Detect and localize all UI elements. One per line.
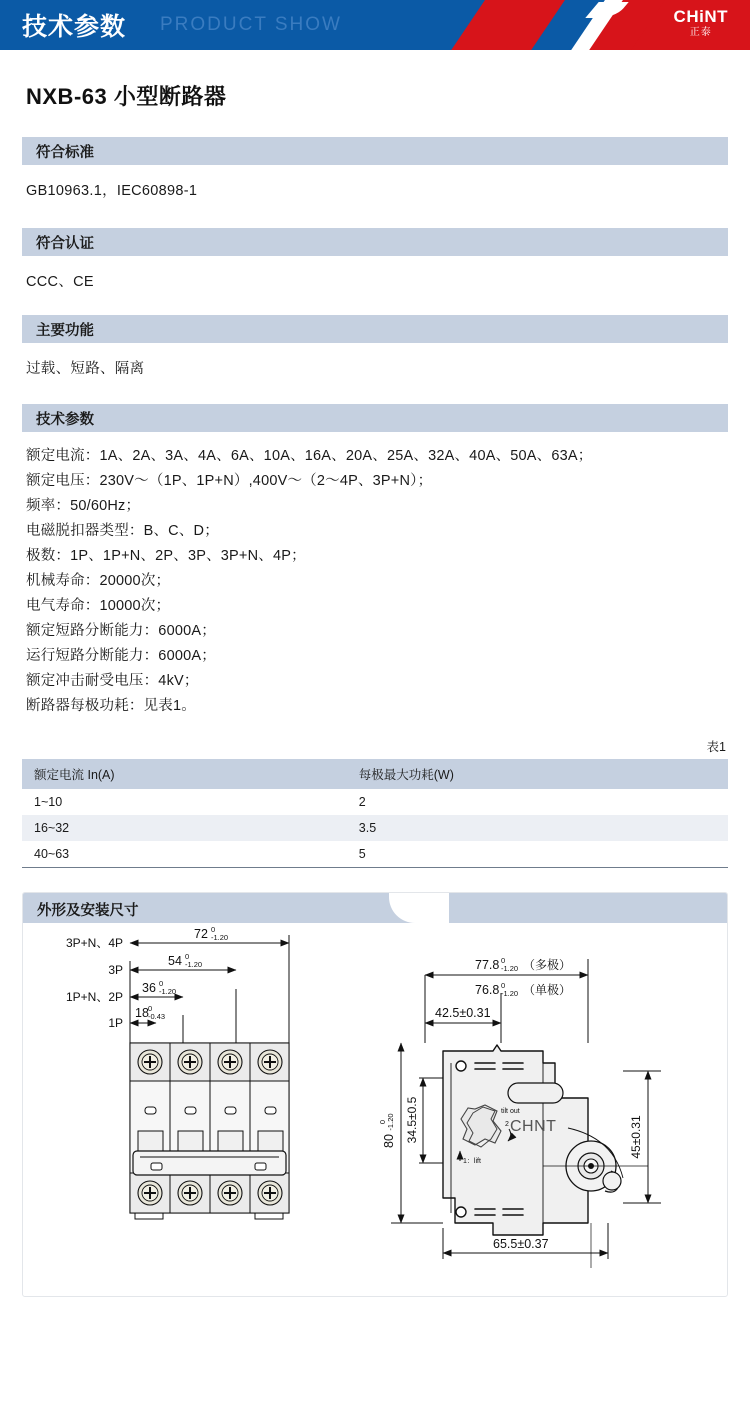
dim-80-value: 80 [382, 1134, 396, 1148]
cell-current: 16~32 [34, 821, 70, 835]
dim-42-5-value: 42.5±0.31 [435, 1006, 491, 1020]
table-row [22, 841, 728, 868]
cell-power: 3.5 [358, 821, 377, 835]
dim-line-76-8 [475, 981, 571, 998]
table-header-row [22, 759, 728, 789]
banner-subtitle: PRODUCT SHOW [160, 14, 342, 35]
spec-line: 额定冲击耐受电压：4kV； [26, 673, 199, 689]
dim-76-8-lower: -1.20 [501, 989, 519, 998]
section-header-certification [22, 228, 728, 256]
dim-18-lower: -0.43 [148, 1012, 166, 1021]
dim-72-lower: -1.20 [211, 933, 229, 942]
dim-76-8-value: 76.8 [475, 983, 500, 997]
dim-36-lower: -1.20 [159, 987, 177, 996]
dim-36-value: 36 [142, 981, 156, 995]
section-header-standards-label: 符合标准 [36, 144, 94, 161]
product-title: NXB-63 小型断路器 [26, 84, 227, 109]
section-header-specifications [22, 404, 728, 432]
section-header-standards [22, 137, 728, 165]
dim-line-77-8 [425, 956, 588, 975]
front-view-drawing [66, 925, 289, 1219]
section-header-functions [22, 315, 728, 343]
table-caption: 表1 [706, 740, 726, 754]
clip-note-step-2: 2 [505, 1121, 509, 1128]
dim-72-value: 72 [194, 927, 208, 941]
common-toggle-bar [133, 1151, 286, 1175]
specification-list [26, 444, 750, 719]
spec-line: 额定电流：1A、2A、3A、4A、6A、10A、16A、20A、25A、32A、40A、50A、63A； [26, 448, 593, 464]
table-col-current: 额定电流 In(A) [22, 759, 347, 789]
section-body-certification: CCC、CE [26, 274, 94, 290]
pole-label-4p: 3P+N、4P [65, 936, 123, 950]
chint-logo [674, 8, 728, 38]
dim-77-8-upper: 0 [501, 956, 506, 965]
table-col-power: 每极最大功耗(W) [347, 759, 728, 789]
spec-line: 电磁脱扣器类型：B、C、D； [26, 523, 219, 539]
dim-77-8-lower: -1.20 [501, 964, 519, 973]
pole-label-2p: 1P+N、2P [65, 990, 123, 1004]
clip-note-lift: 1：lift [463, 1158, 481, 1165]
dim-line-45 [623, 1071, 661, 1203]
dim-54-upper: 0 [185, 952, 190, 961]
spec-line: 额定短路分断能力：6000A； [26, 623, 216, 639]
section-header-specifications-label: 技术参数 [36, 411, 94, 428]
dim-18-value: 18 [135, 1006, 149, 1020]
table-row [22, 815, 728, 841]
clip-note-tilt-out: tilt out [501, 1108, 520, 1115]
dim-line-54 [130, 952, 236, 970]
dim-65-5-value: 65.5±0.37 [493, 1237, 549, 1251]
header-notch-shape [389, 893, 449, 923]
dimension-drawing-panel [22, 892, 728, 1297]
page-header-banner [0, 0, 750, 50]
side-view-drawing [378, 956, 661, 1268]
pole-label-3p: 3P [108, 963, 123, 977]
section-header-dimensions-label: 外形及安装尺寸 [37, 903, 139, 919]
dim-18-upper: 0 [148, 1004, 153, 1013]
power-loss-table-wrap [22, 737, 728, 868]
dim-line-72 [130, 925, 289, 943]
cell-current: 40~63 [22, 841, 347, 868]
spec-line: 额定电压：230V～（1P、1P+N）,400V～（2～4P、3P+N）； [26, 473, 433, 489]
section-header-dimensions [23, 893, 727, 923]
dim-77-8-note: （多极） [523, 958, 572, 972]
dim-76-8-upper: 0 [501, 981, 506, 990]
dimension-drawing-svg [23, 923, 728, 1297]
spec-line: 极数：1P、1P+N、2P、3P、3P+N、4P； [26, 548, 306, 564]
dim-54-lower: -1.20 [185, 960, 203, 969]
side-profile-body [443, 1045, 648, 1268]
section-header-certification-label: 符合认证 [36, 235, 94, 252]
spec-line: 断路器每极功耗：见表1。 [26, 698, 196, 714]
dim-45-value: 45±0.31 [629, 1115, 643, 1159]
power-loss-table [22, 759, 728, 868]
section-body-functions: 过载、短路、隔离 [26, 361, 145, 377]
dim-line-42-5 [425, 1006, 501, 1023]
dim-72-upper: 0 [211, 925, 216, 934]
section-body-standards: GB10963.1，IEC60898-1 [26, 183, 198, 199]
section-header-functions-label: 主要功能 [36, 322, 94, 339]
dim-34-5-value: 34.5±0.5 [405, 1096, 419, 1144]
dimension-drawing-body [23, 923, 727, 1297]
cell-power: 2 [358, 795, 366, 809]
dim-80-lower: -1.20 [386, 1113, 395, 1131]
logo-english-text: CHiNT [673, 7, 728, 26]
dim-80-upper: 0 [378, 1119, 387, 1125]
spec-line: 机械寿命：20000次； [26, 573, 171, 589]
logo-chinese-text: 正泰 [689, 27, 712, 38]
dim-76-8-note: （单极） [523, 983, 572, 997]
dim-line-18 [130, 1004, 165, 1023]
table-row [22, 789, 728, 815]
dim-line-36 [130, 979, 183, 997]
spec-line: 频率：50/60Hz； [26, 498, 141, 514]
cell-current: 1~10 [34, 795, 63, 809]
banner-title: 技术参数 [22, 13, 127, 41]
side-body-brand-label: CHNT [510, 1118, 557, 1135]
cell-power: 5 [347, 841, 728, 868]
spec-line: 运行短路分断能力：6000A； [26, 648, 216, 664]
dim-77-8-value: 77.8 [475, 958, 500, 972]
pole-label-1p: 1P [108, 1016, 123, 1030]
dim-54-value: 54 [168, 954, 182, 968]
dim-36-upper: 0 [159, 979, 164, 988]
spec-line: 电气寿命：10000次； [26, 598, 171, 614]
